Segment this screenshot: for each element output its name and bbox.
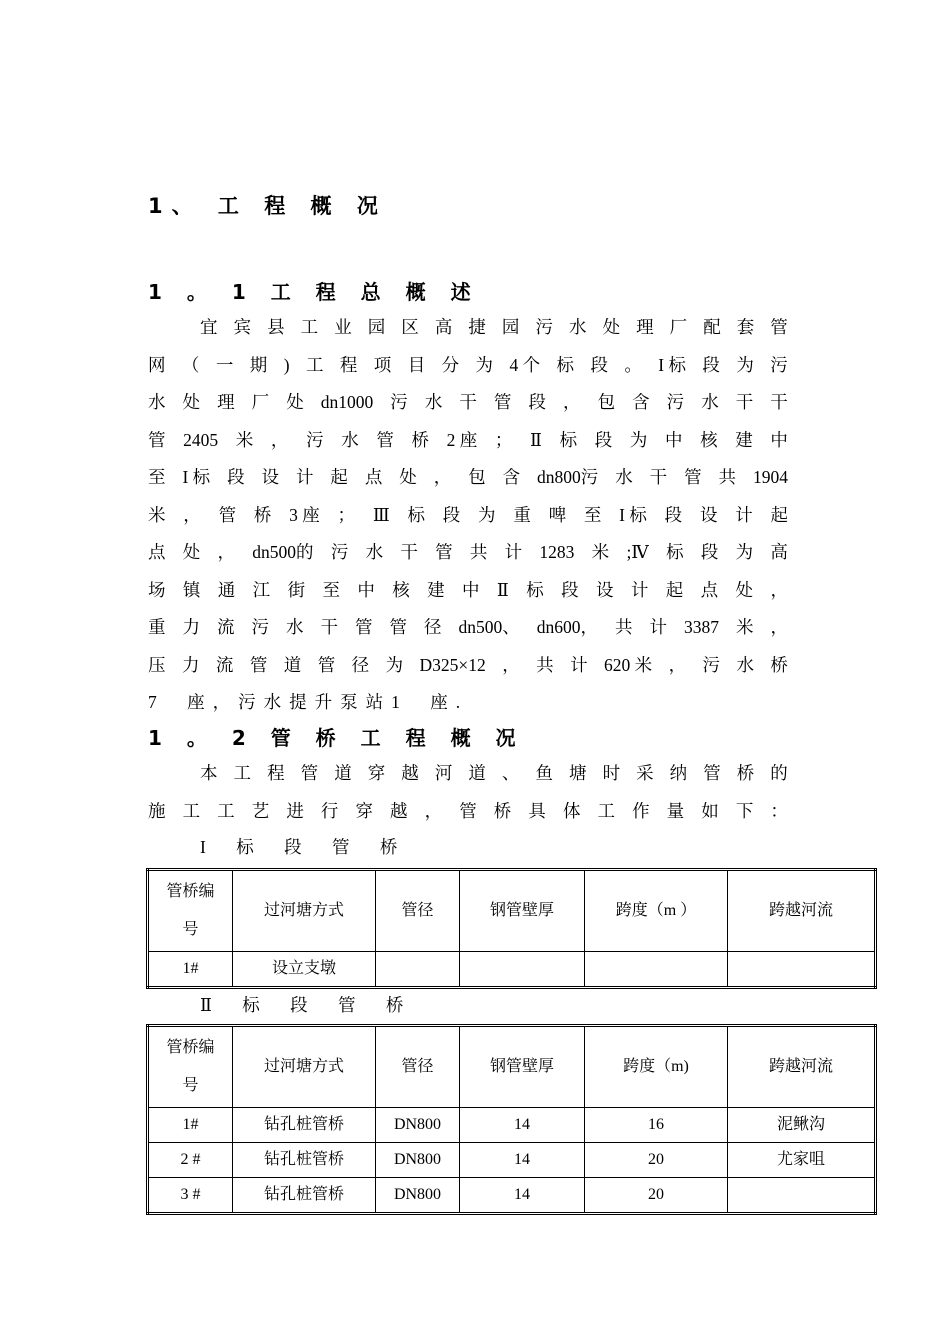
overview-text-token: 。	[624, 354, 642, 375]
table-header-cell	[148, 1026, 233, 1108]
overview-text-token: 水	[701, 392, 719, 412]
pipe-bridge-text-token: 程	[267, 763, 285, 783]
overview-text-token: 620 米	[604, 654, 653, 675]
overview-text-token: 标	[526, 579, 544, 600]
overview-text-token: 段	[594, 429, 613, 450]
pipe-bridge-text-token: ：	[770, 800, 788, 821]
overview-text-token: 核	[700, 429, 718, 450]
table-cell: 20	[585, 1143, 728, 1178]
overview-text-token: 干	[459, 392, 477, 412]
pipe-bridge-text-token: 道	[468, 763, 486, 783]
overview-text-token: 包	[468, 467, 486, 487]
overview-text-token: 段	[227, 467, 245, 487]
header-text: 号	[182, 921, 199, 938]
pipe-bridge-text-token: 体	[562, 800, 581, 821]
overview-text-token: 管	[684, 467, 702, 487]
table-cell: 14	[460, 1108, 585, 1143]
overview-text-token: ，	[433, 467, 452, 487]
table-cell: 16	[585, 1108, 728, 1143]
overview-text-token: 至	[322, 579, 340, 600]
pipe-bridge-text-line	[200, 758, 788, 788]
overview-text-token: 园	[501, 317, 520, 337]
table-cell: DN800	[376, 1108, 460, 1143]
overview-text-line	[148, 687, 788, 717]
overview-text-token: 道	[283, 654, 302, 675]
overview-text-token: 流	[217, 617, 235, 637]
overview-text-token: ，	[270, 429, 289, 450]
table-cell: 钻孔桩管桥	[233, 1178, 376, 1214]
overview-text-token: dn500、	[458, 617, 520, 637]
overview-text-token: 县	[267, 317, 285, 337]
pipe-bridge-text-token: 管	[703, 763, 721, 783]
overview-text-token: 街	[287, 579, 306, 600]
overview-text-token: 米	[148, 504, 166, 525]
overview-text-token: ；	[494, 429, 513, 450]
overview-text-token: 园	[367, 317, 386, 337]
overview-text-token: 段	[590, 354, 608, 375]
table-cell	[376, 952, 460, 988]
overview-text-token: 7 座	[148, 692, 213, 712]
overview-text-token: 共	[536, 654, 554, 675]
overview-text-token: 桥	[770, 654, 788, 675]
overview-text-token: 处	[735, 579, 754, 600]
overview-text-token: 干	[400, 542, 418, 562]
overview-text-token: 段	[528, 392, 546, 412]
overview-text-token: 水	[263, 692, 290, 712]
pipe-bridge-text-token: 艺	[251, 800, 270, 821]
overview-text-token: 计	[504, 542, 523, 562]
overview-text-token: 段	[442, 504, 461, 525]
table-cell: 14	[460, 1178, 585, 1214]
overview-text-token: 重	[148, 617, 166, 637]
overview-text-token: 段	[700, 542, 719, 562]
overview-text-token: 污	[251, 617, 269, 637]
pipe-bridge-text-token: 的	[770, 763, 788, 783]
overview-text-token: 核	[392, 579, 410, 600]
overview-text-token: 管	[355, 617, 373, 637]
table-row	[148, 952, 876, 988]
table-cell: 2 #	[148, 1143, 233, 1178]
overview-text-token: 干	[649, 467, 668, 487]
overview-text-token: 处	[399, 467, 417, 487]
overview-text-token: 高	[770, 542, 788, 562]
overview-text-token: 中	[462, 579, 480, 600]
overview-text-token: 2 座	[446, 429, 478, 450]
overview-text-token: 为	[736, 354, 754, 375]
overview-text-token: 泵	[340, 692, 366, 712]
table-cell	[728, 952, 876, 988]
table-cell: 尤家咀	[728, 1143, 876, 1178]
overview-text-token: 中	[770, 429, 788, 450]
pipe-bridge-text-token: 如	[701, 800, 719, 821]
overview-text-token: 处	[602, 317, 621, 337]
overview-text-token: 管	[317, 654, 336, 675]
overview-text-token: )	[283, 354, 290, 375]
overview-text-token: 包	[597, 392, 616, 412]
pipe-bridge-text-token: 本	[200, 763, 218, 783]
overview-text-token: 力	[181, 654, 200, 675]
pipe-bridge-text-token: 采	[636, 763, 654, 783]
overview-text-token: 点	[700, 579, 719, 600]
overview-text-token: 水	[148, 392, 166, 412]
overview-text-token: 含	[632, 392, 650, 412]
overview-text-token: 期	[249, 354, 268, 375]
overview-text-token: 段	[561, 579, 579, 600]
pipe-bridge-table-section-1	[146, 868, 877, 989]
table-header-cell: 跨度（m ）	[585, 870, 728, 952]
overview-text-token: 高	[434, 317, 453, 337]
overview-text-token: 含	[502, 467, 521, 487]
overview-text-token: 处	[182, 392, 201, 412]
overview-text-token: ，	[563, 392, 581, 412]
overview-text-token: 区	[401, 317, 419, 337]
table2-label: Ⅱ 标 段 管 桥	[200, 995, 417, 1015]
overview-text-token: 江	[252, 579, 271, 600]
table-header-cell: 跨度（m)	[585, 1026, 728, 1108]
overview-text-token: 管	[376, 429, 394, 450]
overview-text-token: 至	[148, 467, 166, 487]
overview-text-token: 点	[364, 467, 383, 487]
overview-text-token: 段	[702, 354, 720, 375]
overview-text-token: 起	[665, 579, 684, 600]
overview-text-token: 管	[148, 429, 166, 450]
table-cell: 1#	[148, 952, 233, 988]
overview-text-token: ，	[217, 542, 236, 562]
overview-text-token: 计	[649, 617, 667, 637]
overview-text-token: 为	[478, 504, 496, 525]
overview-text-token: 计	[570, 654, 588, 675]
pipe-bridge-text-token: 塘	[569, 763, 587, 783]
overview-text-token: 1 座	[391, 692, 456, 712]
header-text: 管桥编	[166, 1039, 215, 1056]
overview-text-token: dn800污	[537, 467, 599, 487]
overview-text-token: 站	[365, 692, 392, 712]
overview-text-token: 流	[215, 654, 234, 675]
overview-text-token: 段	[664, 504, 683, 525]
overview-text-token: 升	[314, 692, 341, 712]
overview-text-token: 计	[735, 504, 753, 525]
table-header-cell: 过河塘方式	[233, 1026, 376, 1108]
overview-text-token: 米	[235, 429, 254, 450]
pipe-bridge-text-token: 施	[148, 800, 166, 821]
overview-text-token: 2405	[183, 429, 219, 450]
overview-text-token: 水	[615, 467, 633, 487]
pipe-bridge-text-token: 纳	[669, 763, 688, 783]
overview-text-token: 中	[357, 579, 375, 600]
overview-text-token: 场	[148, 579, 166, 600]
overview-text-token: 啤	[548, 504, 567, 525]
overview-text-token: 设	[595, 579, 614, 600]
overview-text-token: 计	[295, 467, 314, 487]
pipe-bridge-text-token: 鱼	[535, 763, 553, 783]
overview-text-token: 污	[702, 654, 721, 675]
pipe-bridge-text-token: 穿	[367, 763, 386, 783]
overview-text-token: 水	[569, 317, 587, 337]
overview-text-line	[148, 425, 788, 455]
overview-text-line	[148, 650, 788, 680]
overview-text-line	[148, 537, 788, 567]
pipe-bridge-text-token: 具	[528, 800, 546, 821]
overview-text-token: dn1000	[320, 392, 374, 412]
pipe-bridge-text-token: 进	[286, 800, 304, 821]
overview-text-token: 米	[591, 542, 610, 562]
pipe-bridge-text-token: 行	[320, 800, 339, 821]
pipe-bridge-text-token: 工	[233, 763, 252, 783]
overview-text-token: 桥	[411, 429, 429, 450]
overview-text-token: I 标	[658, 354, 686, 375]
table-header-cell	[148, 870, 233, 952]
overview-text-token: 工	[300, 317, 319, 337]
overview-text-token: .	[455, 692, 469, 712]
overview-text-token: 污	[535, 317, 553, 337]
overview-text-token: 设	[699, 504, 718, 525]
overview-text-token: ；	[337, 504, 356, 525]
overview-text-token: 管	[389, 617, 407, 637]
pipe-bridge-text-token: 道	[334, 763, 352, 783]
overview-text-token: 宾	[233, 317, 252, 337]
overview-text-token: 管	[770, 317, 788, 337]
overview-text-token: 污	[390, 392, 408, 412]
overview-text-line	[200, 312, 788, 342]
pipe-bridge-text-token: 工	[182, 800, 201, 821]
overview-text-token: 管	[249, 654, 268, 675]
heading-general-overview: 1 。 1 工 程 总 概 述	[148, 280, 480, 304]
overview-text-token: 水	[286, 617, 304, 637]
overview-text-token: 理	[217, 392, 235, 412]
pipe-bridge-text-token: 下	[735, 800, 754, 821]
overview-text-token: 干	[770, 392, 788, 412]
overview-text-token: 分	[441, 354, 460, 375]
header-text: 管桥编	[166, 883, 215, 900]
overview-text-token: D325×12	[419, 654, 486, 675]
overview-text-token: 3387	[684, 617, 719, 637]
table-row	[148, 1178, 876, 1214]
overview-text-token: 程	[339, 354, 358, 375]
table-cell: DN800	[376, 1143, 460, 1178]
pipe-bridge-text-token: ，	[424, 800, 443, 821]
table-cell: DN800	[376, 1178, 460, 1214]
table-header-cell: 过河塘方式	[233, 870, 376, 952]
pipe-bridge-text-token: 时	[602, 763, 621, 783]
overview-text-line	[148, 612, 788, 642]
overview-text-token: 至	[583, 504, 602, 525]
pipe-bridge-text-line	[148, 796, 788, 826]
overview-text-line	[148, 500, 788, 530]
overview-text-token: 污	[306, 429, 324, 450]
overview-text-token: 径	[424, 617, 442, 637]
pipe-bridge-text-token: 越	[401, 763, 419, 783]
overview-text-token: Ⅱ	[496, 579, 509, 600]
overview-text-token: 污	[666, 392, 685, 412]
table-header-cell: 钢管壁厚	[460, 870, 585, 952]
overview-text-token: 1904	[752, 467, 788, 487]
overview-text-token: 共	[469, 542, 488, 562]
pipe-bridge-text-token: 工	[217, 800, 235, 821]
overview-text-token: ，	[183, 504, 201, 525]
overview-text-token: ，	[770, 579, 788, 600]
overview-text-token: 宜	[200, 317, 218, 337]
overview-text-token: 压	[148, 654, 166, 675]
overview-text-token: 干	[320, 617, 338, 637]
table-header-cell: 钢管壁厚	[460, 1026, 585, 1108]
table-header-cell: 管径	[376, 1026, 460, 1108]
overview-text-token: 处	[286, 392, 304, 412]
overview-text-token: 网	[148, 354, 166, 375]
pipe-bridge-text-token: 作	[632, 800, 650, 821]
table1-label: I 标 段 管 桥	[200, 837, 411, 857]
table-cell	[728, 1178, 876, 1214]
table-cell: 3 #	[148, 1178, 233, 1214]
overview-text-token: 共	[718, 467, 737, 487]
overview-text-token: 计	[630, 579, 649, 600]
overview-text-token: 污	[330, 542, 349, 562]
overview-text-line	[148, 387, 788, 417]
overview-text-token: 标	[559, 429, 578, 450]
overview-text-token: 径	[351, 654, 370, 675]
table-row	[148, 1108, 876, 1143]
overview-text-token: 共	[615, 617, 633, 637]
overview-text-token: ，	[770, 617, 788, 637]
overview-text-token: 1283	[539, 542, 575, 562]
overview-text-token: 为	[385, 654, 404, 675]
table-cell: 泥鳅沟	[728, 1108, 876, 1143]
overview-text-token: 水	[365, 542, 384, 562]
table-cell	[585, 952, 728, 988]
overview-text-token: 厂	[251, 392, 270, 412]
overview-text-token: 为	[629, 429, 648, 450]
pipe-bridge-text-token: 管	[300, 763, 319, 783]
overview-text-line	[148, 462, 788, 492]
overview-text-token: 厂	[669, 317, 688, 337]
overview-text-token: 干	[735, 392, 754, 412]
overview-text-token: 标	[556, 354, 575, 375]
overview-text-token: 桥	[253, 504, 272, 525]
pipe-bridge-text-token: 穿	[355, 800, 373, 821]
pipe-bridge-text-token: 河	[434, 763, 453, 783]
overview-text-token: 起	[330, 467, 348, 487]
overview-text-line	[148, 575, 788, 605]
overview-text-token: 目	[407, 354, 426, 375]
overview-text-token: 建	[427, 579, 445, 600]
table-cell: 钻孔桩管桥	[233, 1108, 376, 1143]
table-cell: 1#	[148, 1108, 233, 1143]
overview-text-token: 3 座	[289, 504, 320, 525]
pipe-bridge-text-token: 越	[390, 800, 408, 821]
table-header-row	[148, 870, 876, 952]
overview-text-token: 水	[424, 392, 443, 412]
overview-text-token: 污	[238, 692, 264, 712]
table-row	[148, 1143, 876, 1178]
pipe-bridge-text-token: 、	[501, 763, 520, 783]
pipe-bridge-text-token: 桥	[736, 763, 755, 783]
overview-text-token: ，	[668, 654, 687, 675]
overview-text-token: Ⅱ	[530, 429, 542, 450]
table-cell: 20	[585, 1178, 728, 1214]
overview-text-token: 为	[735, 542, 754, 562]
overview-text-token: 通	[217, 579, 236, 600]
overview-text-token: 起	[770, 504, 788, 525]
overview-text-token: （	[181, 354, 200, 375]
overview-text-token: 理	[636, 317, 654, 337]
overview-text-token: 污	[770, 354, 788, 375]
overview-text-token: 捷	[468, 317, 486, 337]
overview-text-token: 力	[182, 617, 200, 637]
overview-text-token: 套	[736, 317, 755, 337]
overview-text-token: dn500的	[252, 542, 314, 562]
overview-text-token: 业	[334, 317, 352, 337]
pipe-bridge-text-token: 管	[459, 800, 477, 821]
heading-engineering-overview: 1、 工 程 概 况	[148, 194, 387, 218]
overview-text-token: 重	[513, 504, 531, 525]
overview-text-token: 米	[736, 617, 754, 637]
overview-text-token: 水	[736, 654, 754, 675]
table-header-cell: 管径	[376, 870, 460, 952]
header-text: 号	[182, 1077, 199, 1094]
overview-text-token: 管	[435, 542, 453, 562]
overview-text-token: I 标	[619, 504, 647, 525]
overview-text-token: 管	[218, 504, 237, 525]
overview-text-token: ，	[502, 654, 520, 675]
pipe-bridge-text-token: 量	[666, 800, 685, 821]
overview-text-token: 标	[407, 504, 425, 525]
overview-text-token: 处	[182, 542, 201, 562]
pipe-bridge-text-token: 桥	[493, 800, 512, 821]
overview-text-token: 镇	[182, 579, 201, 600]
overview-text-token: 为	[475, 354, 494, 375]
table-cell: 钻孔桩管桥	[233, 1143, 376, 1178]
overview-text-token: 配	[703, 317, 721, 337]
overview-text-token: I 标	[182, 467, 211, 487]
overview-text-token: 提	[289, 692, 315, 712]
heading-pipe-bridge-overview: 1 。 2 管 桥 工 程 概 况	[148, 726, 525, 750]
overview-text-token: 点	[148, 542, 166, 562]
pipe-bridge-table-section-2	[146, 1024, 877, 1215]
overview-text-token: 设	[261, 467, 280, 487]
overview-text-token: 管	[493, 392, 512, 412]
overview-text-token: Ⅲ	[372, 504, 390, 525]
overview-text-token: 4 个	[509, 354, 541, 375]
table-header-cell: 跨越河流	[728, 1026, 876, 1108]
overview-text-token: 工	[305, 354, 324, 375]
overview-text-token: ，	[212, 692, 239, 712]
overview-text-token: 中	[665, 429, 683, 450]
overview-text-token: ;Ⅳ	[626, 542, 649, 562]
pipe-bridge-text-token: 工	[597, 800, 616, 821]
overview-text-token: 标	[666, 542, 684, 562]
overview-text-line	[148, 350, 788, 380]
overview-text-token: 一	[215, 354, 234, 375]
table-cell: 设立支墩	[233, 952, 376, 988]
overview-text-token: dn600，	[536, 617, 598, 637]
overview-text-token: 水	[341, 429, 359, 450]
overview-text-token: 建	[735, 429, 753, 450]
table-header-row	[148, 1026, 876, 1108]
table-cell	[460, 952, 585, 988]
overview-text-token: 项	[373, 354, 392, 375]
table-header-cell: 跨越河流	[728, 870, 876, 952]
table-cell: 14	[460, 1143, 585, 1178]
